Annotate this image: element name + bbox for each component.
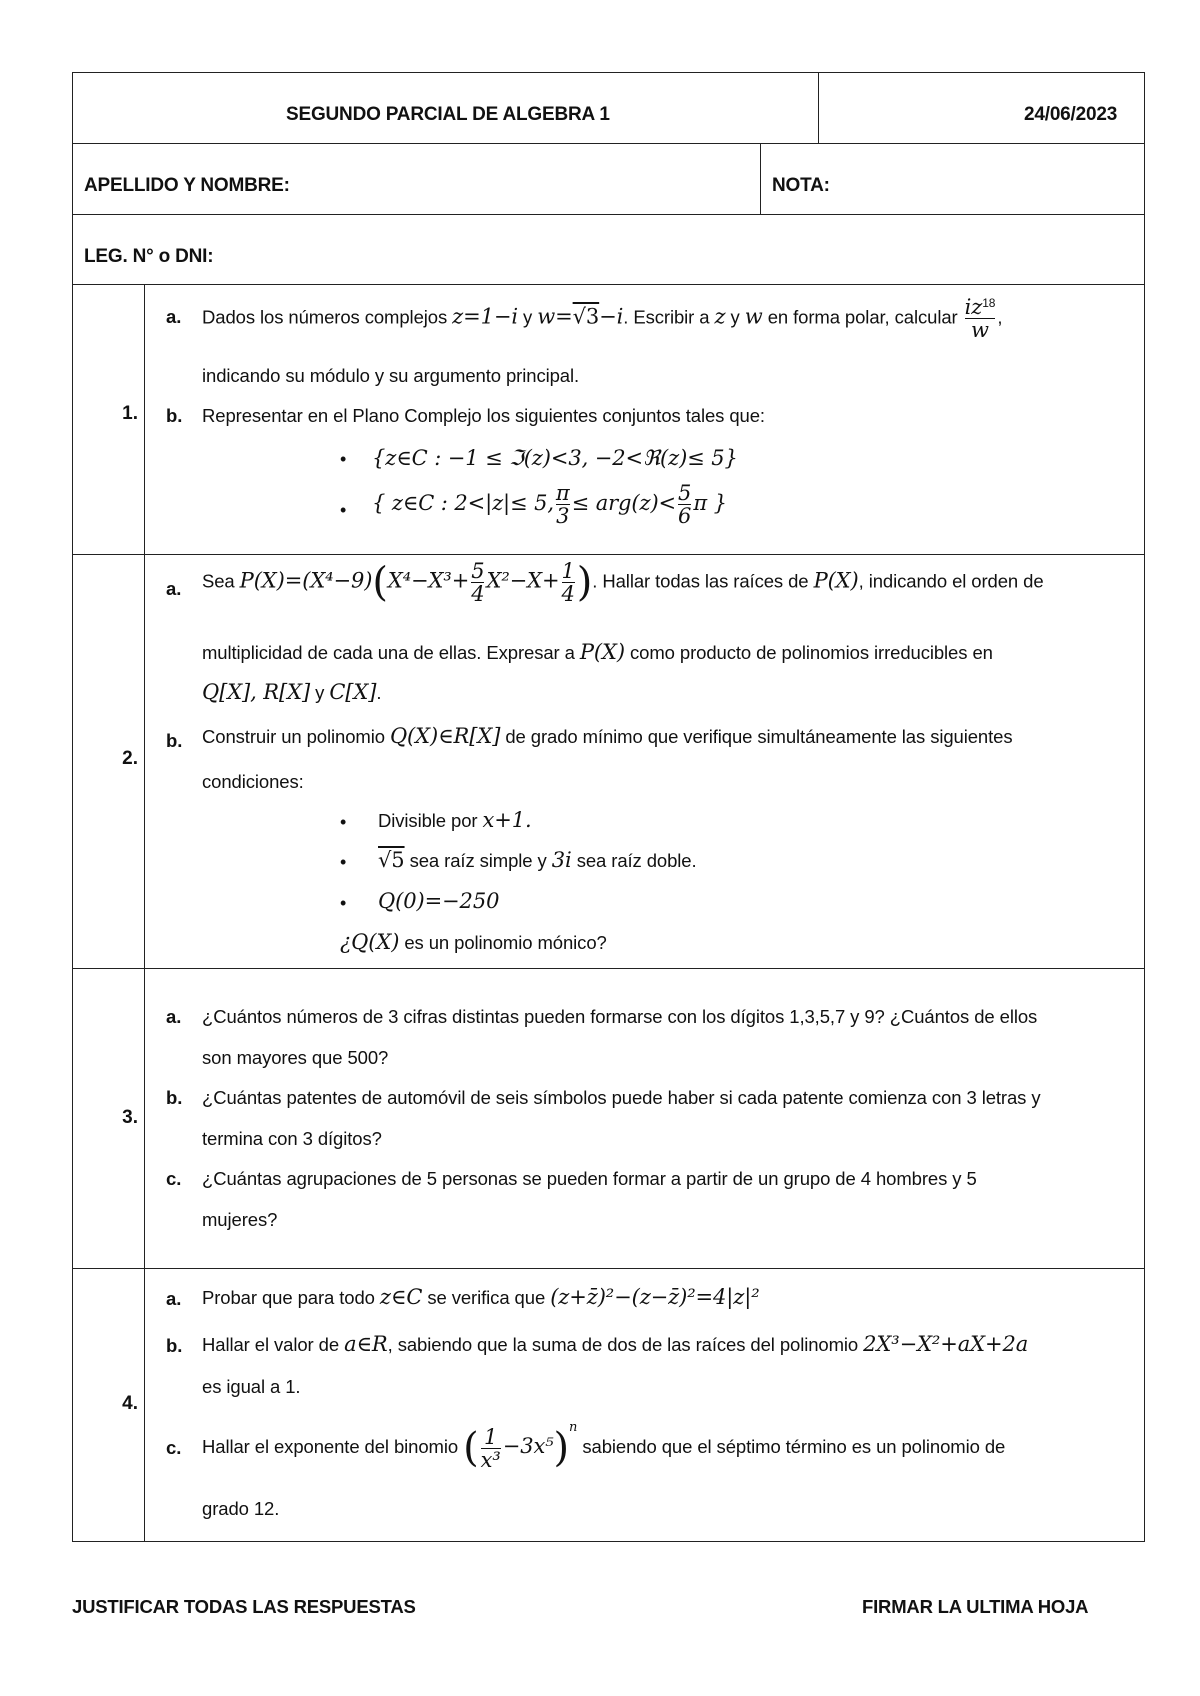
question-3b-line-2: termina con 3 dígitos? — [202, 1128, 382, 1149]
exam-title: SEGUNDO PARCIAL DE ALGEBRA 1 — [286, 104, 610, 125]
row-divider — [72, 284, 1145, 285]
question-3a-line-2: son mayores que 500? — [202, 1047, 389, 1068]
item-letter: a. — [166, 578, 182, 599]
item-letter: a. — [166, 306, 182, 327]
question-1a-line-1: Dados los números complejos z=1−i y w=√3−i. Escribir a z y w en forma polar, calcular $\frac{iz^{18}}{w}$ , — [202, 295, 1003, 343]
row-divider — [72, 554, 1145, 555]
question-3c-line-2: mujeres? — [202, 1209, 278, 1230]
question-2b-line-1: Construir un polinomio Q(X)∈R[X] de grado mínimo que verifique simultáneamente las siguientes — [202, 724, 1013, 748]
bullet-icon: • — [340, 812, 347, 832]
question-1b-text: Representar en el Plano Complejo los siguientes conjuntos tales que: — [202, 405, 765, 426]
id-label: LEG. N° o DNI: — [84, 246, 214, 267]
column-divider — [818, 72, 819, 143]
row-divider — [72, 214, 1145, 215]
question-1a-line-2: indicando su módulo y su argumento principal. — [202, 365, 580, 386]
question-number-2: 2. — [122, 748, 138, 769]
set-2: { z∈C : 2<|z|≤ 5, $\frac{\pi}{3}$ ≤ arg(z)< $\frac{5}{6}$ π } — [372, 481, 727, 529]
item-letter: c. — [166, 1437, 182, 1458]
grade-label: NOTA: — [772, 175, 830, 196]
exam-date: 24/06/2023 — [1024, 104, 1118, 125]
footer-sign-note: FIRMAR LA ULTIMA HOJA — [862, 1596, 1089, 1617]
item-letter: a. — [166, 1288, 182, 1309]
question-4b-line-2: es igual a 1. — [202, 1376, 301, 1397]
bullet-icon: • — [340, 852, 347, 872]
question-number-1: 1. — [122, 403, 138, 424]
footer-justify-note: JUSTIFICAR TODAS LAS RESPUESTAS — [72, 1596, 416, 1617]
bullet-icon: • — [340, 893, 347, 913]
column-divider — [144, 284, 145, 1542]
column-divider — [760, 143, 761, 214]
question-2a-line-3: Q[X], R[X] y C[X]. — [202, 680, 382, 704]
question-2b-line-2: condiciones: — [202, 771, 304, 792]
set-1: {z∈C : −1 ≤ ℑ(z)<3, −2<ℜ(z)≤ 5} — [372, 446, 738, 470]
name-label: APELLIDO Y NOMBRE: — [84, 175, 290, 196]
question-2b-monic: ¿Q(X) es un polinomio mónico? — [340, 930, 607, 954]
bullet-icon: • — [340, 449, 347, 469]
question-2a-line-1: Sea P(X)=(X⁴−9)(X⁴−X³+ $\frac{5}{4}$ X²−X+ $\frac{1}{4}$ ). Hallar todas las raíces de P(X), indicando el orden de — [202, 559, 1044, 607]
row-divider — [72, 1268, 1145, 1269]
question-3b-line-1: ¿Cuántas patentes de automóvil de seis símbolos puede haber si cada patente comienza con 3 letras y — [202, 1087, 1041, 1108]
question-number-3: 3. — [122, 1107, 138, 1128]
row-divider — [72, 143, 1145, 144]
question-number-4: 4. — [122, 1393, 138, 1414]
condition-3: Q(0)=−250 — [378, 889, 500, 913]
fraction-iz18-over-w: $\frac{iz^{18}}{w}$ — [964, 295, 996, 343]
item-letter: a. — [166, 1006, 182, 1027]
item-letter: c. — [166, 1168, 182, 1189]
exam-table — [72, 72, 1145, 1542]
item-letter: b. — [166, 730, 183, 751]
condition-2: √5 sea raíz simple y 3i sea raíz doble. — [378, 848, 697, 872]
item-letter: b. — [166, 405, 183, 426]
item-letter: b. — [166, 1087, 183, 1108]
question-3a-line-1: ¿Cuántos números de 3 cifras distintas pueden formarse con los dígitos 1,3,5,7 y 9? ¿Cuántos de ellos — [202, 1006, 1038, 1027]
row-divider — [72, 968, 1145, 969]
condition-1: Divisible por x+1. — [378, 808, 532, 832]
question-4b-line-1: Hallar el valor de a∈R, sabiendo que la suma de dos de las raíces del polinomio 2X³−X²+aX+2a — [202, 1332, 1029, 1356]
question-4a: Probar que para todo z∈C se verifica que (z+z̄)²−(z−z̄)²=4|z|² — [202, 1285, 760, 1309]
item-letter: b. — [166, 1335, 183, 1356]
question-4c-line-2: grado 12. — [202, 1498, 280, 1519]
question-3c-line-1: ¿Cuántas agrupaciones de 5 personas se pueden formar a partir de un grupo de 4 hombres y 5 — [202, 1168, 977, 1189]
question-2a-line-2: multiplicidad de cada una de ellas. Expresar a P(X) como producto de polinomios irreducibles en — [202, 640, 993, 664]
question-4c-line-1: Hallar el exponente del binomio ( $\frac{1}{\text{x³}}$ −3x⁵)$^n$ sabiendo que el séptimo término es un polinomio de — [202, 1420, 1006, 1472]
bullet-icon: • — [340, 500, 347, 520]
